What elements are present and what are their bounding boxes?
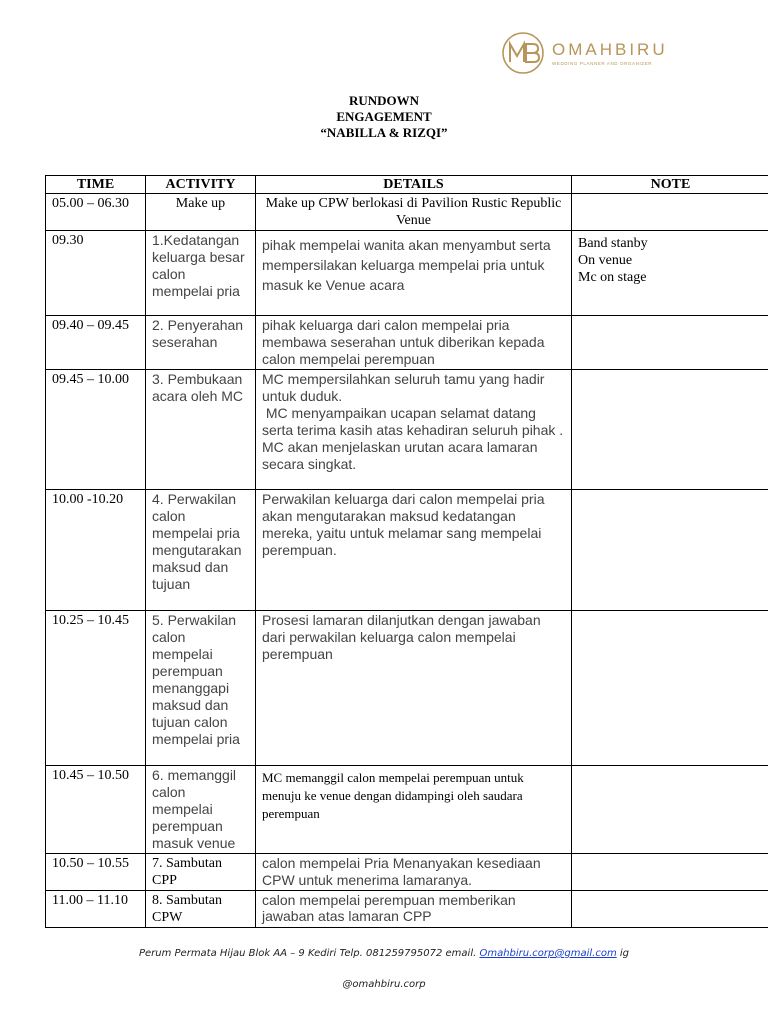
table-row: [46, 611, 768, 766]
note-line: Mc on stage: [578, 270, 647, 285]
note-line: Band stanby: [578, 236, 648, 251]
time-cell: 09.40 – 09.45: [46, 316, 146, 370]
title-line-3: “NABILLA & RIZQI”: [320, 125, 448, 140]
time-cell: 10.25 – 10.45: [46, 611, 146, 766]
table-row: [46, 231, 768, 316]
document-title: [0, 93, 768, 141]
details-line: MC akan menjelaskan urutan acara lamaran secara singkat.: [262, 439, 538, 472]
details-cell: [256, 370, 572, 490]
header-note: NOTE: [572, 176, 768, 194]
footer-address: Perum Permata Hijau Blok AA – 9 Kediri Telp. 081259795072 email.: [138, 948, 477, 959]
activity-cell: 7. Sambutan CPP: [146, 854, 256, 891]
omahbiru-monogram-icon: [500, 30, 546, 76]
time-cell: 05.00 – 06.30: [46, 194, 146, 231]
footer-contact-line: [0, 948, 768, 959]
logo-name: OMAHBIRU: [552, 40, 668, 59]
omahbiru-logo: [500, 30, 670, 78]
details-cell: Perwakilan keluarga dari calon mempelai pria akan mengutarakan maksud kedatangan mereka, yaitu untuk melamar sang mempelai perempuan.: [256, 490, 572, 611]
details-cell: calon mempelai Pria Menanyakan kesediaan CPW untuk menerima lamaranya.: [256, 854, 572, 891]
activity-cell: 2. Penyerahan seserahan: [146, 316, 256, 370]
note-line: On venue: [578, 253, 633, 268]
footer-ig-handle: @omahbiru.corp: [342, 979, 426, 990]
rundown-table: [45, 175, 768, 928]
details-cell: pihak keluarga dari calon mempelai pria membawa seserahan untuk diberikan kepada calon mempelai perempuan: [256, 316, 572, 370]
details-cell: MC memanggil calon mempelai perempuan untuk menuju ke venue dengan didampingi oleh saudara perempuan: [256, 766, 572, 854]
table-row: [46, 370, 768, 490]
footer-email-link[interactable]: Omahbiru.corp@gmail.com: [479, 948, 617, 959]
note-cell: [572, 891, 768, 928]
details-cell: calon mempelai perempuan memberikan jawaban atas lamaran CPP: [256, 891, 572, 928]
time-cell: 09.30: [46, 231, 146, 316]
table-row: [46, 891, 768, 928]
table-header-row: [46, 176, 768, 194]
title-line-1: RUNDOWN: [348, 93, 420, 108]
note-cell: [572, 231, 768, 316]
time-cell: 09.45 – 10.00: [46, 370, 146, 490]
details-cell: Make up CPW berlokasi di Pavilion Rustic Republic Venue: [256, 194, 572, 231]
activity-cell: 5. Perwakilan calon mempelai perempuan menanggapi maksud dan tujuan calon mempelai pria: [146, 611, 256, 766]
activity-cell: 8. Sambutan CPW: [146, 891, 256, 928]
header-details: DETAILS: [256, 176, 572, 194]
header-time: TIME: [46, 176, 146, 194]
note-cell: [572, 611, 768, 766]
activity-cell: 4. Perwakilan calon mempelai pria mengutarakan maksud dan tujuan: [146, 490, 256, 611]
note-cell: [572, 766, 768, 854]
note-cell: [572, 194, 768, 231]
logo-tagline: WEDDING PLANNER AND ORGANIZER: [552, 61, 653, 66]
header-activity: ACTIVITY: [146, 176, 256, 194]
footer-ig-label: ig: [619, 948, 630, 959]
time-cell: 10.00 -10.20: [46, 490, 146, 611]
table-row: [46, 490, 768, 611]
details-line: MC menyampaikan ucapan selamat datang serta terima kasih atas kehadiran seluruh pihak .: [262, 405, 564, 438]
note-cell: [572, 854, 768, 891]
note-cell: [572, 490, 768, 611]
footer-instagram: [0, 979, 768, 990]
details-cell: pihak mempelai wanita akan menyambut serta mempersilakan keluarga mempelai pria untuk masuk ke Venue acara: [256, 231, 572, 316]
table-row: [46, 854, 768, 891]
table-row: [46, 766, 768, 854]
table-row: [46, 194, 768, 231]
note-cell: [572, 370, 768, 490]
details-line: MC mempersilahkan seluruh tamu yang hadir untuk duduk.: [262, 371, 545, 404]
table-row: [46, 316, 768, 370]
details-cell: Prosesi lamaran dilanjutkan dengan jawaban dari perwakilan keluarga calon mempelai perempuan: [256, 611, 572, 766]
activity-cell: 1.Kedatangan keluarga besar calon mempelai pria: [146, 231, 256, 316]
title-line-2: ENGAGEMENT: [336, 109, 432, 124]
activity-cell: 3. Pembukaan acara oleh MC: [146, 370, 256, 490]
activity-cell: 6. memanggil calon mempelai perempuan masuk venue: [146, 766, 256, 854]
time-cell: 10.50 – 10.55: [46, 854, 146, 891]
activity-cell: Make up: [146, 194, 256, 231]
time-cell: 11.00 – 11.10: [46, 891, 146, 928]
note-cell: [572, 316, 768, 370]
time-cell: 10.45 – 10.50: [46, 766, 146, 854]
